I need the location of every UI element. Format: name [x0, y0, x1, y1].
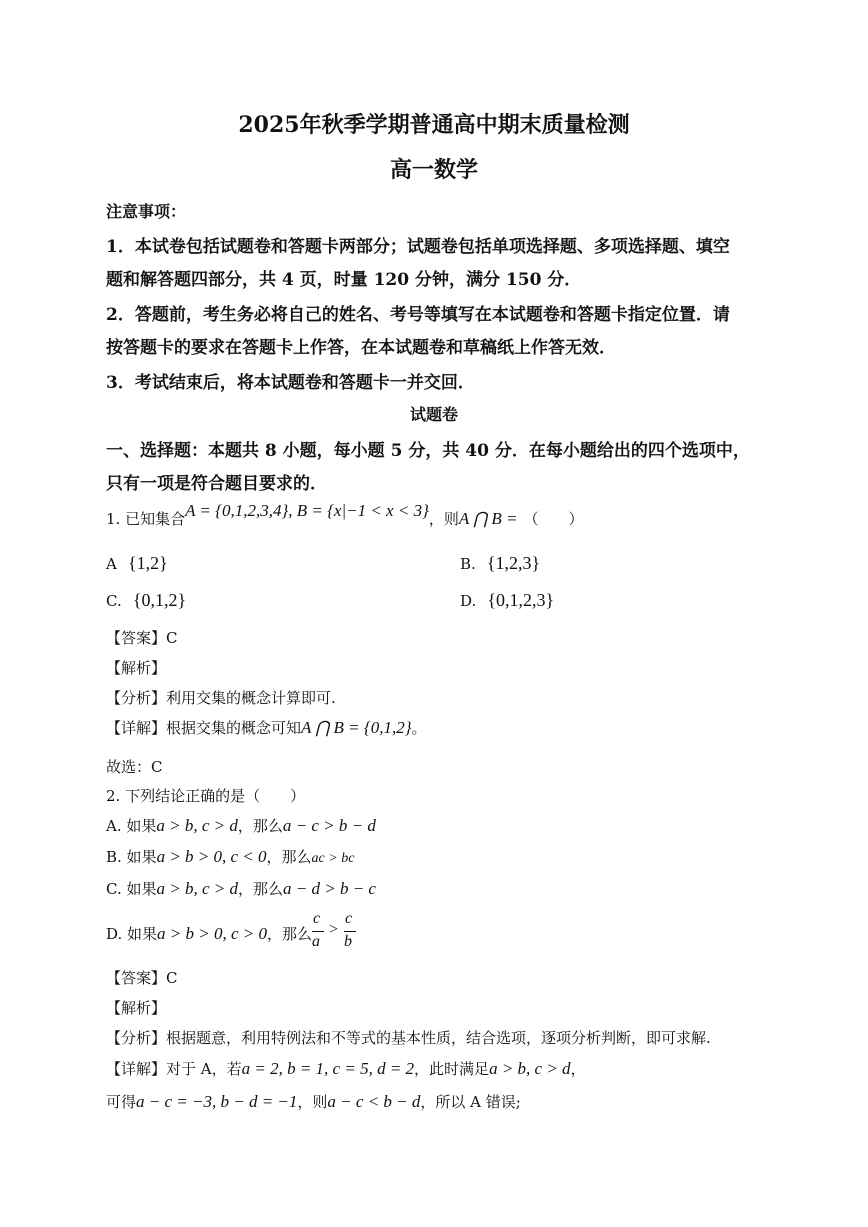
q2-detail-1-mid: ，此时满足 — [414, 1060, 490, 1078]
q2-answer: 【答案】C — [106, 969, 178, 987]
q2-option-c-result: a − d > b − c — [283, 879, 376, 898]
q2-detail-2-math-2: a − c < b − d — [327, 1092, 421, 1111]
q2-detail-2-math: a − c = −3, b − d = −1 — [136, 1092, 298, 1111]
q2-detail-1-math-2: a > b, c > d — [489, 1059, 571, 1078]
q2-option-d-fraction — [312, 910, 382, 956]
q2-fenxi: 【分析】根据题意，利用特例法和不等式的基本性质，结合选项，逐项分析判断，即可求解. — [106, 1029, 711, 1047]
q1-set-definition: A = {0,1,2,3,4}, B = {x|−1 < x < 3} — [185, 501, 429, 520]
q2-option-b-result: ac > bc — [311, 851, 355, 866]
q2-option-b-condition: a > b > 0, c < 0 — [156, 847, 267, 866]
q2-option-c-mid: ，那么 — [237, 880, 283, 898]
q1-answer: 【答案】C — [106, 629, 178, 647]
q2-detail-2-suffix: ，所以 A 错误; — [420, 1093, 521, 1111]
q2-option-c-condition: a > b, c > d — [156, 879, 238, 898]
q2-option-d-condition: a > b > 0, c > 0 — [157, 924, 267, 943]
frac-gt: > — [329, 921, 339, 938]
q1-option-c — [106, 590, 186, 611]
q1-detail-suffix: 。 — [411, 719, 427, 737]
notice-item-2-line-2: 按答题卡的要求在答题卡上作答，在本试题卷和草稿纸上作答无效． — [106, 338, 616, 358]
frac-numerator-2: c — [345, 910, 353, 927]
q1-option-b-value: {1,2,3} — [486, 553, 541, 573]
fraction-bar-2 — [344, 931, 356, 932]
q2-analysis-heading: 【解析】 — [106, 999, 167, 1017]
q1-fenxi: 【分析】利用交集的概念计算即可. — [106, 689, 336, 707]
q2-option-a-condition: a > b, c > d — [156, 816, 238, 835]
q2-detail-2-mid: ，则 — [297, 1093, 328, 1111]
section-instructions-line-2: 只有一项是符合题目要求的． — [106, 474, 327, 494]
section-instructions-line-1: 一、选择题：本题共 8 小题，每小题 5 分，共 40 分．在每小题给出的四个选项中， — [106, 441, 750, 461]
q2-option-d-mid: ，那么 — [267, 925, 313, 943]
q2-option-d — [106, 923, 312, 944]
q2-option-b-mid: ，那么 — [266, 848, 312, 866]
q1-bracket: （ ） — [523, 510, 584, 528]
frac-denominator-2: b — [344, 933, 352, 950]
q1-analysis-heading: 【解析】 — [106, 659, 167, 677]
q1-choice: 故选：C — [106, 758, 163, 776]
q2-option-d-prefix: D. 如果 — [106, 925, 158, 943]
q1-option-c-value: {0,1,2} — [132, 590, 187, 610]
notice-item-1-line-1: 1．本试卷包括试题卷和答题卡两部分；试题卷包括单项选择题、多项选择题、填空 — [106, 237, 730, 257]
question-2-stem: 2. 下列结论正确的是（ ） — [106, 787, 306, 805]
q2-option-b-prefix: B. 如果 — [106, 848, 157, 866]
frac-numerator-1: c — [313, 910, 321, 927]
section-label: 试题卷 — [409, 405, 458, 424]
q1-detail — [106, 717, 427, 738]
q1-option-b-label: B. — [460, 555, 476, 573]
question-1-stem — [106, 501, 584, 529]
q1-stem-prefix: 1. 已知集合 — [106, 510, 186, 528]
q2-option-c-prefix: C. 如果 — [106, 880, 157, 898]
q2-option-a — [106, 815, 376, 836]
q2-detail-1-math: a = 2, b = 1, c = 5, d = 2 — [241, 1059, 415, 1078]
q2-detail-line-2 — [106, 1091, 521, 1112]
q2-option-a-result: a − c > b − d — [282, 816, 376, 835]
q2-detail-line-1 — [106, 1058, 586, 1079]
notice-item-3: 3．考试结束后，将本试题卷和答题卡一并交回． — [106, 373, 475, 393]
fraction-bar-1 — [312, 931, 324, 932]
exam-title: 2025年秋季学期普通高中期末质量检测 — [238, 112, 630, 138]
q1-option-d-value: {0,1,2,3} — [487, 590, 555, 610]
q2-option-a-mid: ，那么 — [237, 817, 283, 835]
notice-heading: 注意事项： — [106, 202, 187, 221]
q1-option-b — [460, 553, 540, 574]
q2-option-c — [106, 878, 376, 899]
q2-detail-1-prefix: 【详解】对于 A，若 — [106, 1060, 242, 1078]
q1-intersection: A ⋂ B = — [458, 509, 518, 528]
q2-detail-2-prefix: 可得 — [106, 1093, 137, 1111]
q1-stem-suffix: ，则 — [428, 510, 459, 528]
q1-option-c-label: C. — [106, 592, 122, 610]
notice-item-2-line-1: 2．答题前，考生务必将自己的姓名、考号等填写在本试题卷和答题卡指定位置．请 — [106, 305, 730, 325]
q1-detail-prefix: 【详解】根据交集的概念可知 — [106, 719, 302, 737]
q2-option-a-prefix: A. 如果 — [106, 817, 157, 835]
q1-option-a-label: A — [106, 555, 117, 573]
subject-title: 高一数学 — [389, 157, 478, 183]
notice-item-1-line-2: 题和解答题四部分，共 4 页，时量 120 分钟，满分 150 分． — [106, 270, 582, 290]
q1-option-d — [460, 590, 554, 611]
q1-option-a — [106, 553, 168, 574]
q1-option-d-label: D. — [460, 592, 477, 610]
frac-denominator-1: a — [312, 933, 320, 950]
q1-detail-math: A ⋂ B = {0,1,2} — [301, 718, 412, 737]
q2-detail-1-suffix: ， — [570, 1060, 586, 1078]
q1-option-a-value: {1,2} — [127, 553, 168, 573]
q2-option-b — [106, 846, 354, 867]
